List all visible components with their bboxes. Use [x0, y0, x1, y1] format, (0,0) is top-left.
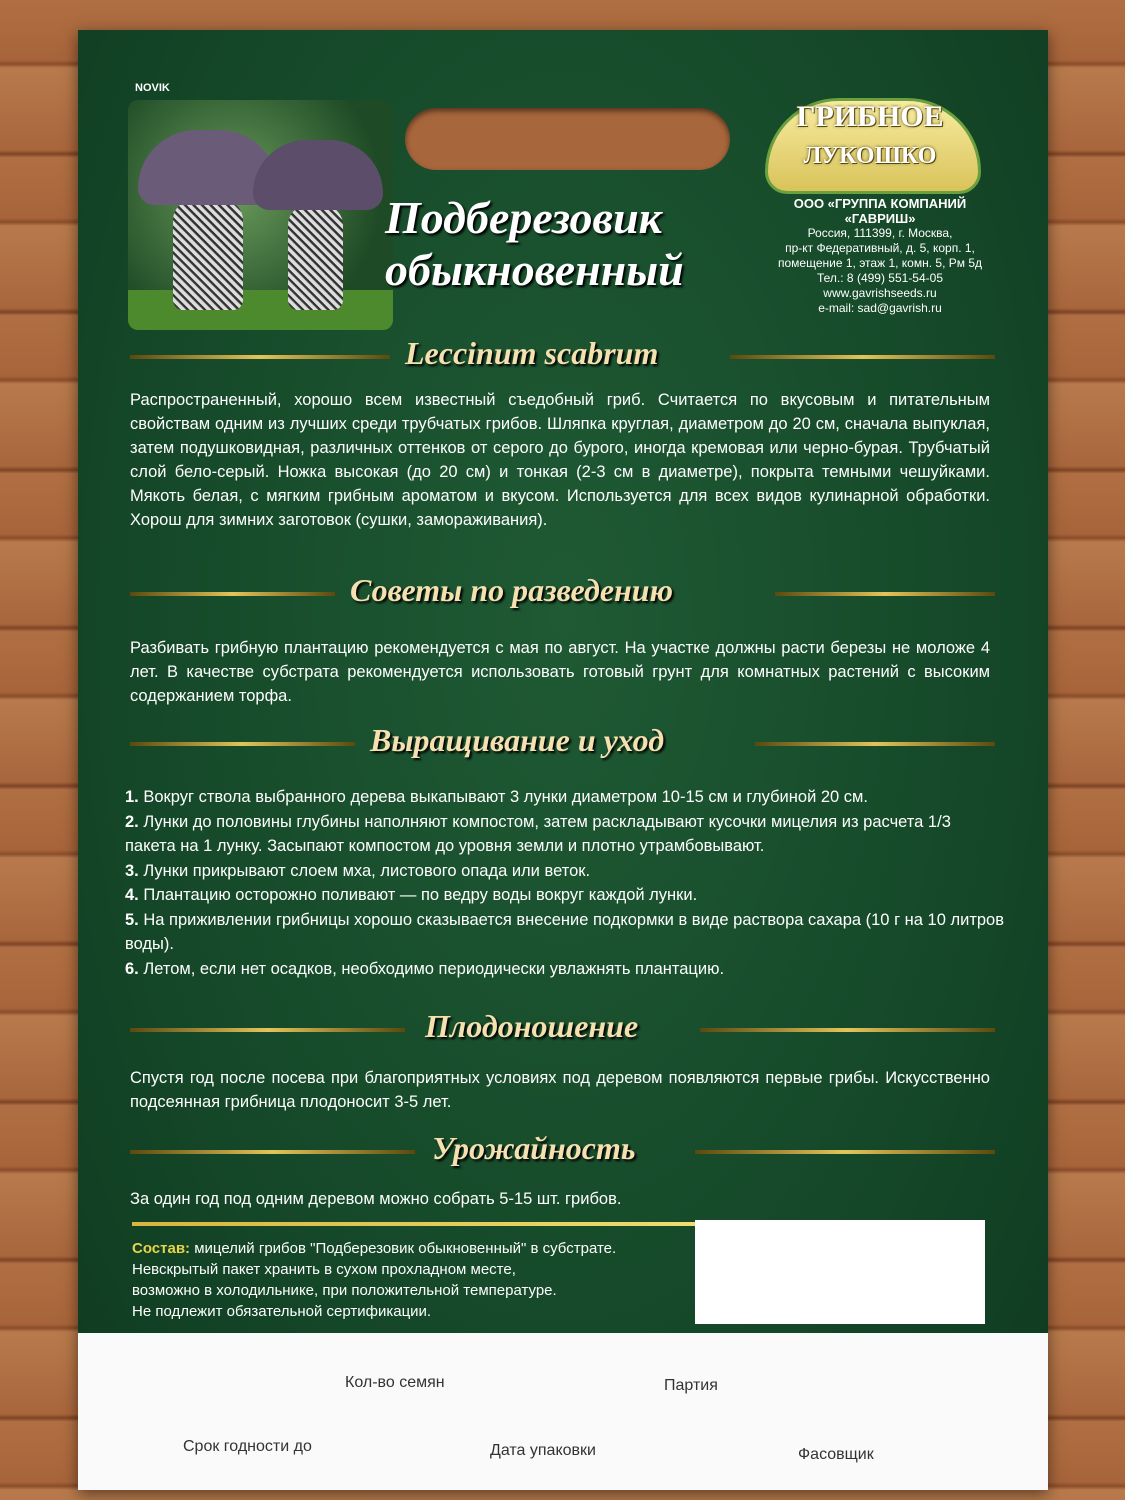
brand-small: NOVIK: [135, 82, 170, 94]
step: 5. На приживлении грибницы хорошо сказывается внесение подкормки в виде раствора сахара (10 г на 10 литров воды).: [125, 910, 1005, 953]
composition: Состав: мицелий грибов "Подберезовик обыкновенный" в субстрате. Невскрытый пакет хранить в сухом прохладном месте, возможно в холодильнике, при положительной температуре. Не подлежит обязательной сертификации.: [132, 1240, 617, 1320]
divider: [132, 1222, 697, 1226]
pack-date-label: Дата упаковки: [490, 1442, 596, 1459]
step: 3. Лунки прикрывают слоем мха, листового опада или веток.: [125, 861, 591, 880]
breeding-heading: Советы по разведению: [130, 572, 995, 612]
packer-label: Фасовщик: [798, 1446, 874, 1463]
step: 4. Плантацию осторожно поливают — по ведру воды вокруг каждой лунки.: [125, 886, 698, 904]
care-steps: [125, 785, 1005, 981]
logo: ГРИБНОЕ ЛУКОШКО: [745, 88, 995, 198]
latin-heading: Leccinum scabrum: [130, 335, 995, 375]
hang-hole: [405, 108, 730, 170]
breeding-text: Разбивать грибную плантацию рекомендуется с мая по август. На участке должны расти березы не моложе 4 лет. В качестве субстрата рекомендуется использовать готовый грунт для комнатных растений с высоким содержанием торфа.: [130, 639, 990, 705]
product-title: Подберезовик обыкновенный: [385, 192, 684, 295]
expiry-label: Срок годности до: [183, 1438, 312, 1455]
care-heading: Выращивание и уход: [130, 722, 995, 762]
seeds-count-label: Кол-во семян: [345, 1374, 445, 1391]
company-info: ООО «ГРУППА КОМПАНИЙ «ГАВРИШ» Россия, 111399, г. Москва, пр-кт Федеративный, д. 5, корп. 1, помещение 1, этаж 1, комн. 5, Рм 5д Тел.: 8 (499) 551-54-05 www.gavrishseeds.ru e-mail: sad@gavrish.ru: [778, 196, 982, 315]
yield-heading: Урожайность: [130, 1130, 995, 1170]
batch-label: Партия: [664, 1377, 718, 1394]
mushroom-photo: [128, 100, 393, 330]
step: 2. Лунки до половины глубины наполняют компостом, затем раскладывают кусочки мицелия из расчета 1/3 пакета на 1 лунку. Засыпают компостом до уровня земли и плотно утрамбовывают.: [125, 812, 951, 855]
print-area: [78, 1333, 1048, 1490]
step: 6. Летом, если нет осадков, необходимо периодически увлажнять плантацию.: [125, 959, 725, 978]
description: Распространенный, хорошо всем известный съедобный гриб. Считается по вкусовым и питательным свойствам одним из лучших среди трубчатых грибов. Шляпка круглая, диаметром до 20 см, сначала выпуклая, затем подушковидная, различных оттенков от серого до бурого, иногда кремовая или черно-бурая. Трубчатый слой бело-серый. Ножка высокая (до 20 см) и тонкая (2-3 см в диаметре), покрыта темными чешуйками. Мякоть белая, с мягким грибным ароматом и вкусом. Используется для всех видов кулинарной обработки. Хорош для зимних заготовок (сушки, замораживания).: [130, 391, 990, 529]
label-box: [695, 1220, 985, 1324]
fruiting-heading: Плодоношение: [130, 1008, 995, 1048]
step: 1. Вокруг ствола выбранного дерева выкапывают 3 лунки диаметром 10-15 см и глубиной 20 см.: [125, 788, 868, 806]
yield-text: За один год под одним деревом можно собрать 5-15 шт. грибов.: [130, 1190, 622, 1208]
fruiting-text: Спустя год после посева при благоприятных условиях под деревом появляются первые грибы. Искусственно подсеянная грибница плодоносит 3-5 лет.: [130, 1069, 990, 1111]
